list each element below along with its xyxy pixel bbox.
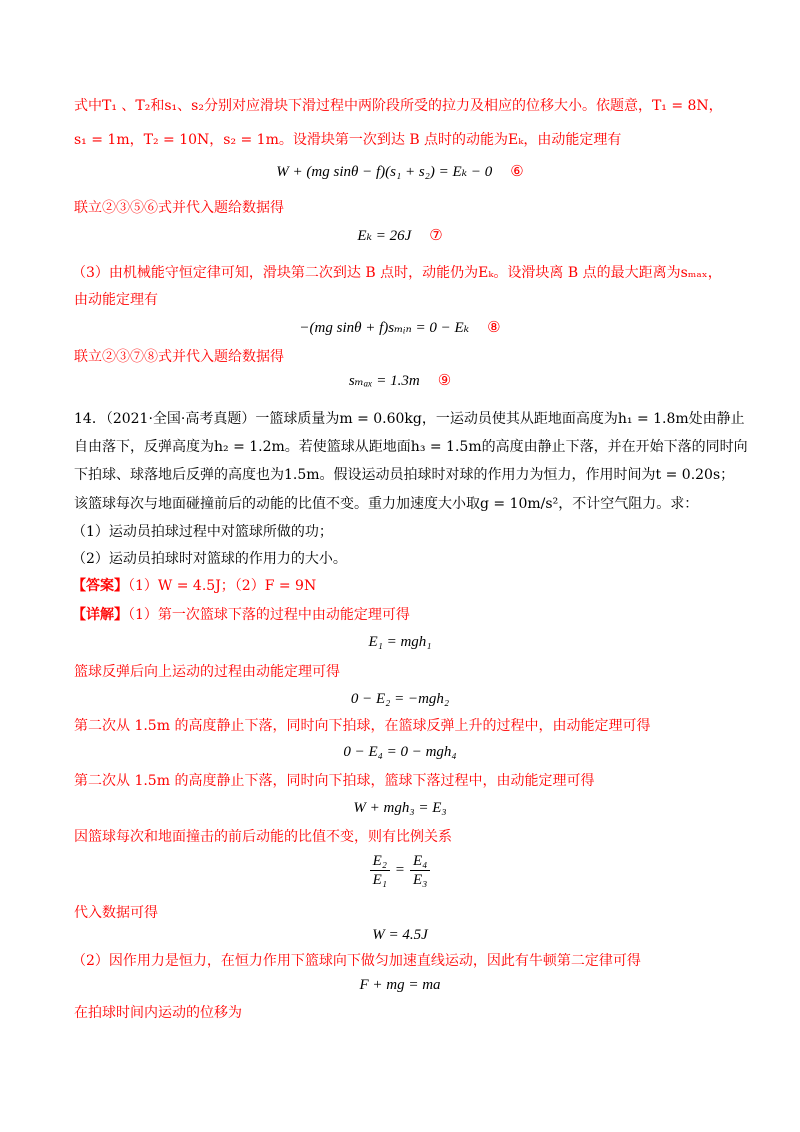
equation: F + mg = ma — [359, 977, 441, 993]
text-line: 联立②③⑤⑥式并代入题给数据得 — [74, 200, 284, 216]
equation-number: ⑥ — [510, 164, 524, 180]
equation-number: ⑨ — [437, 373, 452, 389]
text-line: （2）因作用力是恒力，在恒力作用下篮球向下做匀加速直线运动，因此有牛顿第二定律可得 — [72, 953, 641, 969]
text-line: 第二次从 1.5m 的高度静止下落，同时向下拍球，在篮球反弹上升的过程中，由动能定理可得 — [74, 718, 651, 734]
equation-6 — [0, 161, 800, 183]
question-text: 14．（2021·全国·高考真题）一篮球质量为m = 0.60kg，一运动员使其从距地面高度为h₁ = 1.8m处由静止 — [74, 411, 745, 427]
equation: W = 4.5J — [372, 927, 428, 943]
fraction-numerator: E₂ — [370, 852, 390, 871]
text-line: 式中T₁ 、T₂和s₁、s₂分别对应滑块下滑过程中两阶段所受的拉力及相应的位移大小。依题意，T₁ = 8N， — [74, 98, 723, 114]
equation: 0 − E₂ = −mgh₂ — [350, 691, 450, 707]
detail-text: （1）第一次篮球下落的过程中由动能定理可得 — [128, 607, 410, 623]
question-text: （1）运动员拍球过程中对篮球所做的功； — [72, 524, 333, 540]
equation-7 — [0, 225, 800, 247]
fraction-denominator: E₁ — [372, 872, 388, 888]
fraction-right — [410, 852, 430, 889]
text-line: 篮球反弹后向上运动的过程由动能定理可得 — [74, 664, 340, 680]
equation-text: Eₖ = 26J — [357, 228, 412, 244]
question-text: 下拍球、球落地后反弹的高度也为1.5m。假设运动员拍球时对球的作用力为恒力，作用时间为t = 0.20s； — [74, 467, 735, 483]
equation: E₁ = mgh₁ — [368, 634, 432, 650]
question-text: 该篮球每次与地面碰撞前后的动能的比值不变。重力加速度大小取g = 10m/s²，不计空气阻力。求： — [74, 496, 699, 512]
text-line: s₁ = 1m，T₂ = 10N，s₂ = 1m。设滑块第一次到达 B 点时的动能为Eₖ，由动能定理有 — [74, 132, 622, 148]
fraction-numerator: E₄ — [410, 852, 430, 871]
question-text: （2）运动员拍球时对篮球的作用力的大小。 — [72, 551, 347, 567]
equation: 0 − E₄ = 0 − mgh₄ — [343, 744, 457, 760]
question-text: 自由落下，反弹高度为h₂ = 1.2m。若使篮球从距地面h₃ = 1.5m的高度由静止下落，并在开始下落的同时向 — [74, 439, 748, 455]
text-line: 第二次从 1.5m 的高度静止下落，同时向下拍球，篮球下落过程中，由动能定理可得 — [74, 773, 595, 789]
text-line: 因篮球每次和地面撞击的前后动能的比值不变，则有比例关系 — [74, 829, 452, 845]
answer-tag: 【答案】 — [72, 578, 128, 594]
equation: W + mgh₃ = E₃ — [353, 800, 447, 816]
text-line: 代入数据可得 — [74, 905, 158, 921]
text-line: 由动能定理有 — [74, 292, 158, 308]
detail-line — [72, 605, 732, 625]
text-line: 联立②③⑦⑧式并代入题给数据得 — [74, 349, 284, 365]
equation-text: −(mg sinθ + f)sₘᵢₙ = 0 − Eₖ — [299, 320, 470, 336]
equation-text: W + (mg sinθ − f)(s₁ + s₂) = Eₖ − 0 — [276, 164, 493, 180]
text-line: （3）由机械能守恒定律可知，滑块第二次到达 B 点时，动能仍为Eₖ。设滑块离 B 点的最大距离为sₘₐₓ， — [72, 265, 722, 281]
equation-9 — [0, 370, 800, 392]
equation-number: ⑦ — [429, 228, 443, 244]
answer-line — [72, 576, 732, 596]
ratio-equation: $\frac{\text{E₂}}{\text{E₁}}$ = $\frac{\text{E₄}}{\text{E₃}}$ — [0, 852, 800, 889]
answer-text: （1）W = 4.5J；（2）F = 9N — [128, 578, 317, 594]
equation-number: ⑧ — [487, 320, 501, 336]
fraction-denominator: E₃ — [412, 872, 428, 888]
detail-tag: 【详解】 — [72, 607, 128, 623]
equation-8 — [0, 317, 800, 339]
equation-text: sₘₐₓ = 1.3m — [348, 373, 420, 389]
fraction-left — [370, 852, 390, 889]
text-line: 在拍球时间内运动的位移为 — [74, 1005, 242, 1021]
